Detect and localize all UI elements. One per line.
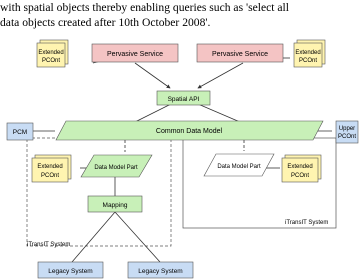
extended-pcont-left-system-node (32, 155, 71, 182)
extended-pcont-top-right-line2: PCOnt (298, 58, 318, 64)
pervasive-service-right-node (197, 44, 283, 62)
pcm-node (7, 123, 33, 140)
upper-pcont-line2: PCOnt (337, 134, 357, 140)
itransit-system-left-label: iTransIT System (27, 242, 71, 248)
upper-pcont-line1: Upper (338, 126, 356, 132)
data-model-part-left-node (81, 155, 152, 177)
itransit-system-right-label: iTransIT System (285, 220, 329, 226)
extended-pcont-top-left-line1: Extended (38, 50, 64, 56)
extended-pcont-right-system-node (282, 155, 321, 182)
data-model-part-right-node (204, 154, 274, 176)
extended-pcont-top-right-line1: Extended (295, 50, 321, 56)
pervasive-service-left-node (92, 44, 178, 62)
mapping-node (88, 196, 142, 212)
intro-line-2: data objects created after 10th October 2008'. (0, 16, 211, 29)
itransit-system-boundary-right (183, 138, 336, 228)
extended-pcont-top-left-node (37, 40, 68, 67)
mapping-label: Mapping (102, 202, 128, 209)
pcm-label: PCM (12, 129, 28, 136)
spatial-api-node (157, 91, 210, 105)
extended-pcont-top-right-node (294, 40, 325, 67)
pervasive-service-left-label: Pervasive Service (106, 51, 164, 58)
spatial-api-label: Spatial API (167, 96, 200, 103)
extended-pcont-top-left-line2: PCOnt (41, 58, 61, 64)
legacy-system-left-node (38, 262, 103, 278)
extended-pcont-right-system-line2: PCOnt (290, 173, 310, 179)
itransit-system-boundary-left (27, 138, 171, 246)
intro-line-1: with spatial objects thereby enabling queries such as 'select all (0, 1, 289, 14)
common-data-model-label: Common Data Model (155, 128, 223, 135)
upper-pcont-node (336, 121, 358, 143)
legacy-system-right-label: Legacy System (138, 268, 183, 275)
extended-pcont-left-system-line1: Extended (37, 164, 63, 170)
legacy-system-left-label: Legacy System (48, 268, 93, 275)
data-model-part-left-label: Data Model Part (94, 165, 138, 171)
pervasive-service-right-label: Pervasive Service (211, 51, 269, 58)
legacy-system-right-node (128, 262, 193, 278)
data-model-part-right-label: Data Model Part (217, 164, 261, 170)
common-data-model-node (56, 121, 323, 140)
extended-pcont-right-system-line1: Extended (287, 164, 313, 170)
extended-pcont-left-system-line2: PCOnt (40, 173, 60, 179)
